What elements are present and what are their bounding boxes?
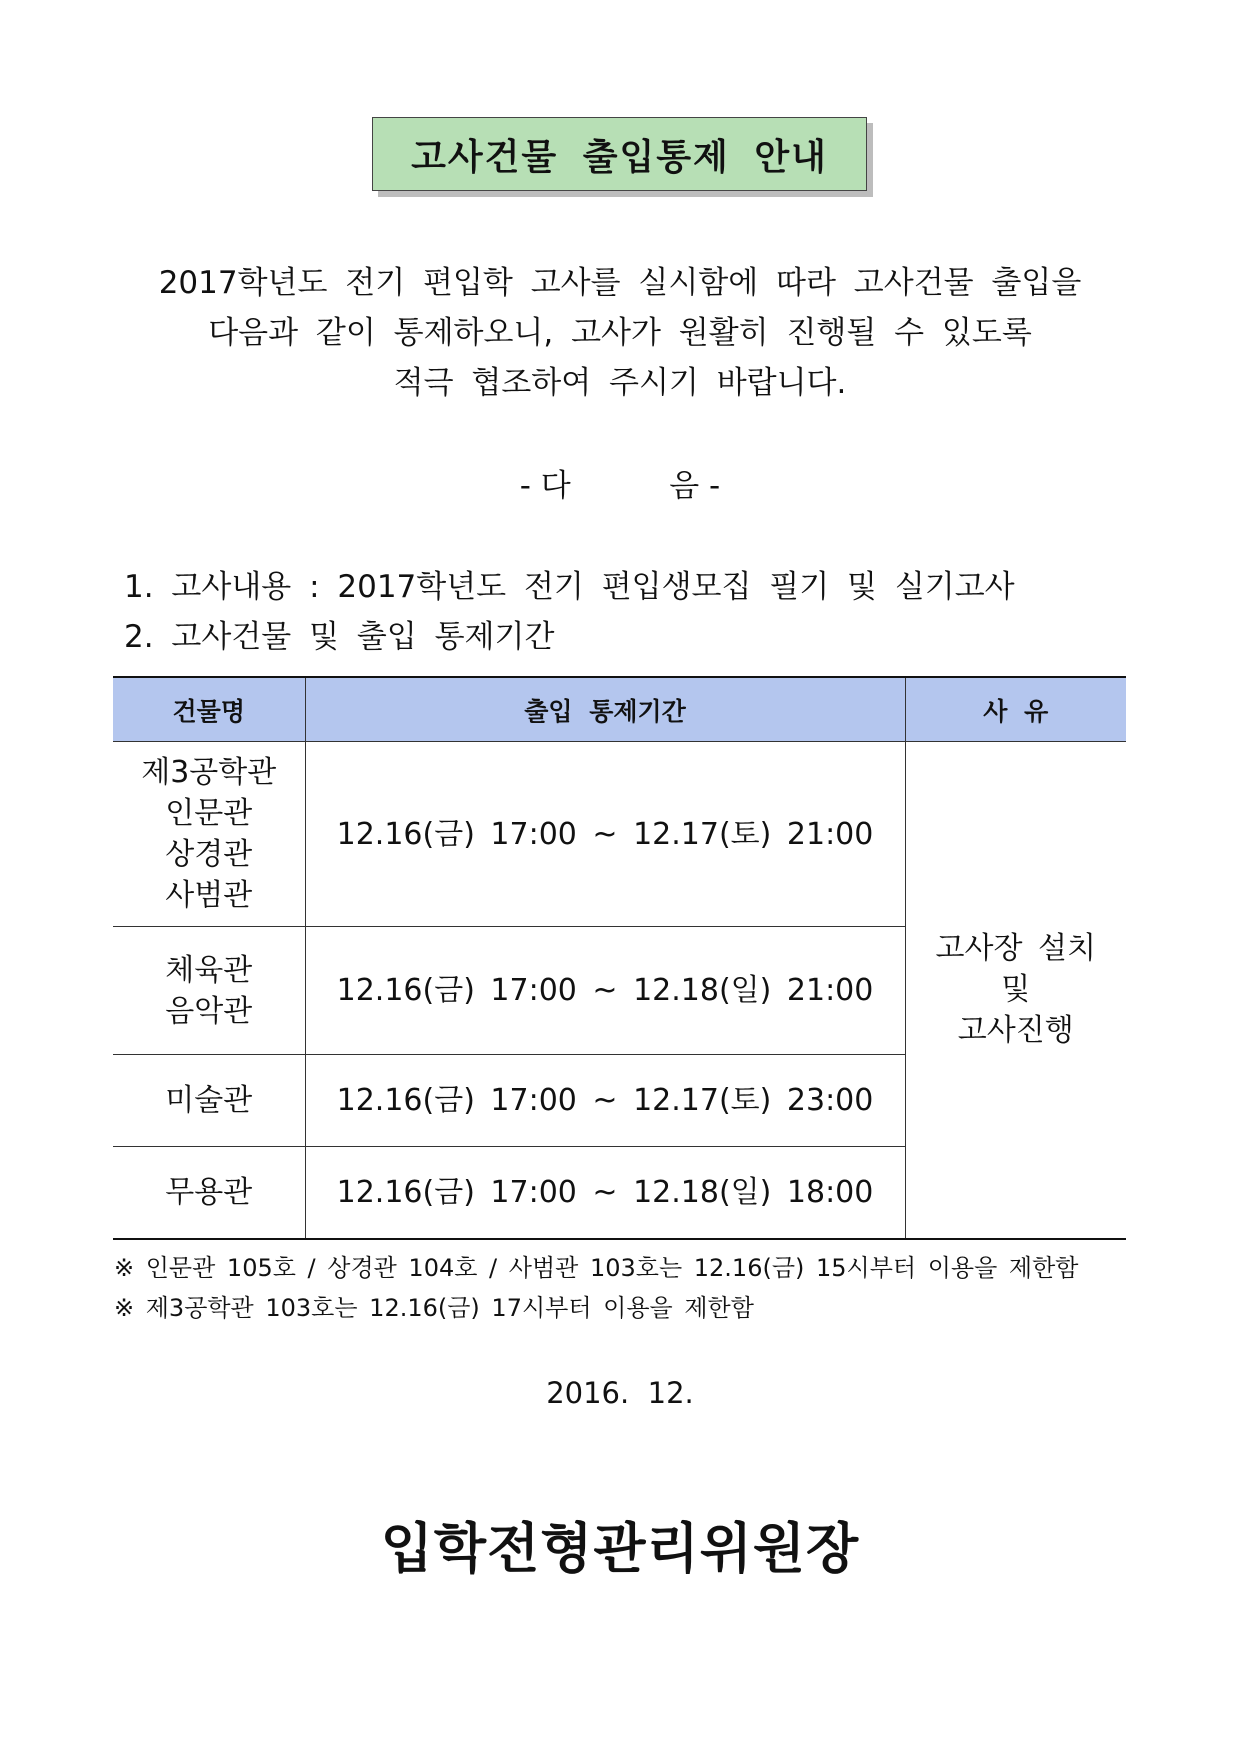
list-item: 1. 고사내용 : 2017학년도 전기 편입생모집 필기 및 실기고사: [124, 569, 1015, 605]
intro-line: 다음과 같이 통제하오니, 고사가 원활히 진행될 수 있도록: [208, 315, 1032, 351]
building-name: 사범관: [165, 878, 253, 913]
period-cell: 12.16(금) 17:00 ~ 12.17(토) 23:00: [305, 1055, 905, 1147]
header-reason: 사 유: [905, 677, 1126, 742]
intro-line: 적극 협조하여 주시기 바랍니다.: [393, 365, 847, 401]
item-list: [124, 562, 1015, 662]
notes: [114, 1248, 1078, 1328]
note-line: ※ 제3공학관 103호는 12.16(금) 17시부터 이용을 제한함: [114, 1294, 754, 1322]
building-cell: [113, 1055, 305, 1147]
period-cell: 12.16(금) 17:00 ~ 12.18(일) 21:00: [305, 927, 905, 1055]
note-line: ※ 인문관 105호 / 상경관 104호 / 사범관 103호는 12.16(금) 15시부터 이용을 제한함: [114, 1254, 1079, 1282]
building-name: 음악관: [165, 993, 253, 1029]
issuer-signature: 입학전형관리위원장: [380, 1517, 860, 1580]
period-cell: 12.16(금) 17:00 ~ 12.17(토) 21:00: [305, 742, 905, 927]
intro-paragraph: [120, 258, 1120, 408]
list-item: 2. 고사건물 및 출입 통제기간: [124, 619, 555, 655]
building-name: 무용관: [165, 1174, 253, 1210]
reason-cell: [905, 742, 1126, 1239]
document-title: 고사건물 출입통제 안내: [372, 117, 867, 191]
building-name: 상경관: [165, 837, 253, 872]
intro-line: 2017학년도 전기 편입학 고사를 실시함에 따라 고사건물 출입을: [158, 265, 1082, 301]
building-cell: [113, 927, 305, 1055]
building-cell: [113, 742, 305, 927]
reason-line: 고사장 설치: [935, 931, 1096, 967]
building-name: 미술관: [165, 1083, 253, 1118]
building-cell: [113, 1147, 305, 1239]
reason-line: 및: [1001, 972, 1031, 1008]
table-row: [113, 742, 1126, 927]
period-cell: 12.16(금) 17:00 ~ 12.18(일) 18:00: [305, 1147, 905, 1239]
building-name: 체육관: [165, 952, 253, 988]
building-name: 제3공학관: [141, 755, 277, 790]
building-name: 인문관: [165, 796, 253, 831]
table-header-row: [113, 677, 1126, 742]
section-divider-label: - 다 음 -: [519, 468, 721, 504]
issue-date: 2016. 12.: [546, 1376, 694, 1410]
header-period: 출입 통제기간: [305, 677, 905, 742]
header-building: 건물명: [113, 677, 305, 742]
title-banner: [372, 117, 867, 191]
schedule-table: [113, 676, 1126, 1240]
reason-line: 고사진행: [957, 1013, 1074, 1049]
